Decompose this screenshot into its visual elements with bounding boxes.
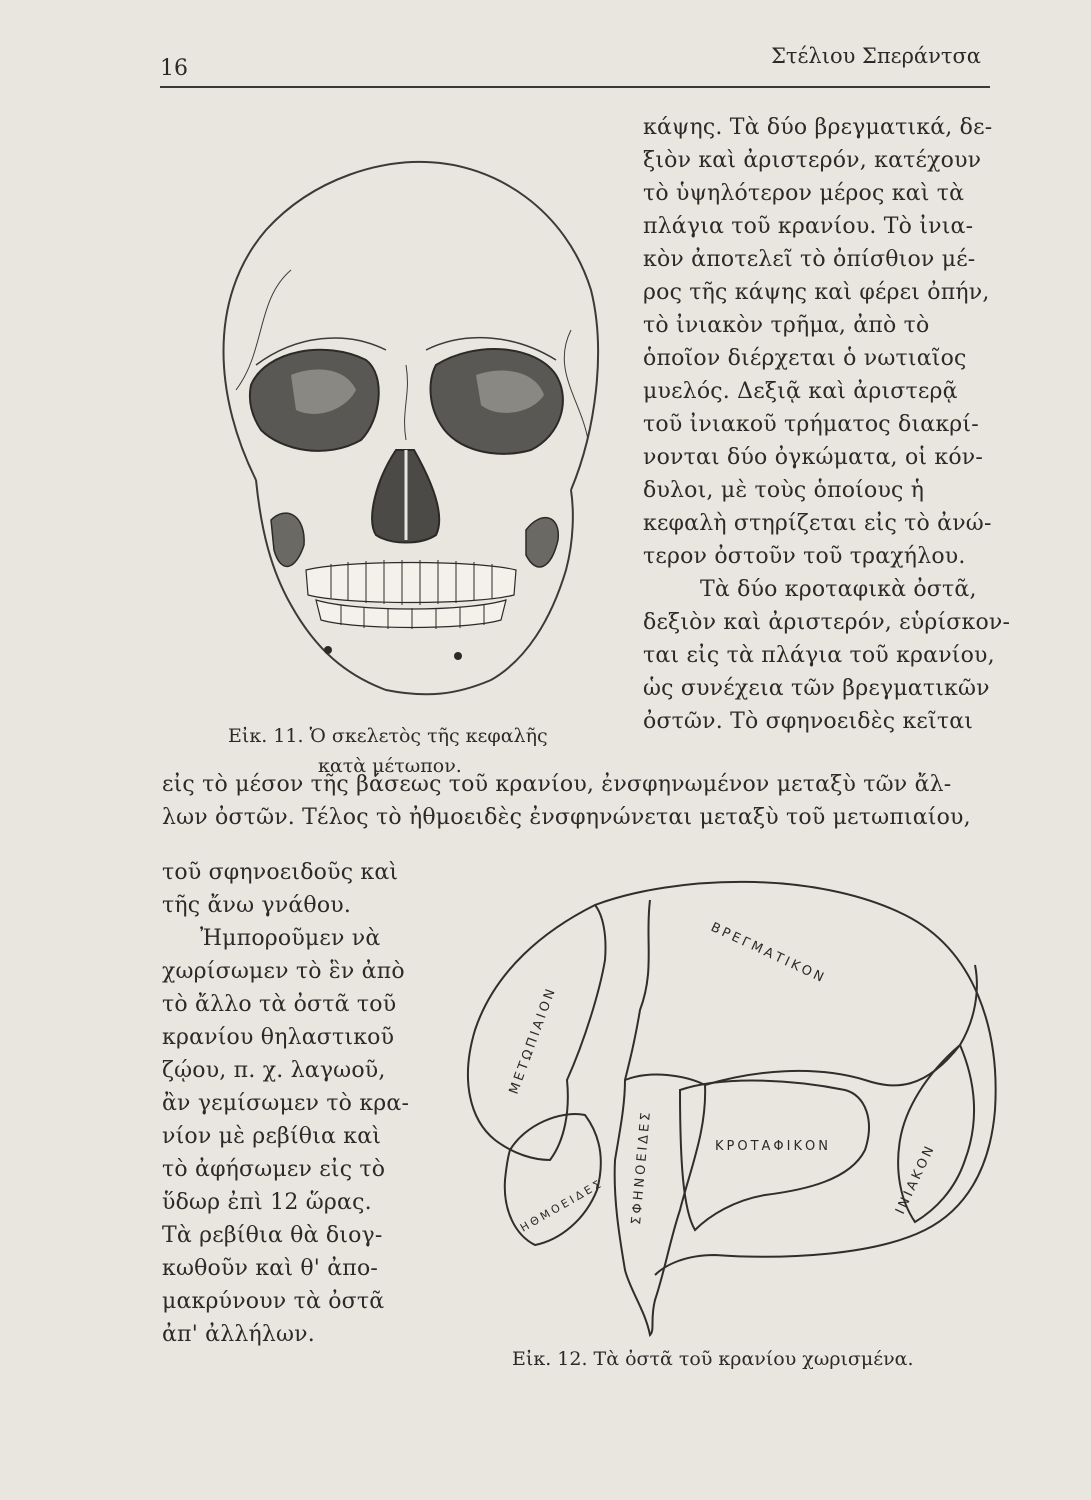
page-number: 16 — [160, 56, 188, 81]
text-line: ὕδωρ ἐπὶ 12 ὥρας. — [162, 1190, 372, 1215]
text-line: εἰς τὸ μέσον τῆς βάσεως τοῦ κρανίου, ἐνσφηνωμένον μεταξὺ τῶν ἄλ- — [162, 772, 952, 797]
text-line: τὸ ἰνιακὸν τρῆμα, ἀπὸ τὸ — [643, 313, 930, 338]
figure-11-caption-line-2: κατὰ μέτωπον. — [318, 755, 462, 777]
text-line: ὡς συνέχεια τῶν βρεγματικῶν — [643, 676, 990, 701]
figure-12-caption: Εἰκ. 12. Τὰ ὀστᾶ τοῦ κρανίου χωρισμένα. — [512, 1348, 914, 1370]
text-line: κὸν ἀποτελεῖ τὸ ὀπίσθιον μέ- — [643, 247, 976, 272]
text-line: κεφαλὴ στηρίζεται εἰς τὸ ἀνώ- — [643, 511, 992, 536]
text-line: ρος τῆς κάψης καὶ φέρει ὀπήν, — [643, 280, 990, 305]
label-sphenoid: ΣΦΗΝΟΕΙΔΕΣ — [629, 1108, 655, 1226]
label-parietal: ΒΡΕΓΜΑΤΙΚΟΝ — [708, 920, 829, 987]
text-line: ὁποῖον διέρχεται ὁ νωτιαῖος — [643, 346, 967, 371]
text-line: μακρύνουν τὰ ὀστᾶ — [162, 1289, 385, 1314]
text-line: κωθοῦν καὶ θ' ἀπο- — [162, 1256, 379, 1281]
running-head: Στέλιου Σπεράντσα — [771, 44, 981, 68]
text-line: τοῦ ἰνιακοῦ τρήματος διακρί- — [643, 412, 979, 437]
text-line: ται εἰς τὰ πλάγια τοῦ κρανίου, — [643, 643, 995, 668]
skull-outline — [595, 882, 996, 1275]
text-line: νίον μὲ ρεβίθια καὶ — [162, 1124, 382, 1149]
temporal-bone — [680, 1081, 869, 1230]
text-line: δυλοι, μὲ τοὺς ὁποίους ἡ — [643, 478, 925, 503]
text-line: Ἠμποροῦμεν νὰ — [200, 926, 381, 951]
label-temporal: ΚΡΟΤΑΦΙΚΟΝ — [715, 1139, 831, 1154]
text-line: κρανίου θηλαστικοῦ — [162, 1025, 395, 1050]
text-line: τῆς ἄνω γνάθου. — [162, 893, 352, 918]
skull-front-illustration — [196, 150, 616, 710]
text-line: πλάγια τοῦ κρανίου. Τὸ ἰνια- — [643, 214, 974, 239]
skull-bones-diagram — [455, 870, 1015, 1340]
text-line: δεξιὸν καὶ ἀριστερόν, εὑρίσκον- — [643, 610, 1011, 635]
header-rule — [160, 86, 990, 88]
text-line: λων ὀστῶν. Τέλος τὸ ἠθμοειδὲς ἐνσφηνώνεται μεταξὺ τοῦ μετωπιαίου, — [162, 805, 971, 830]
text-line: νονται δύο ὀγκώματα, οἱ κόν- — [643, 445, 984, 470]
text-line: τὸ ἄλλο τὰ ὀστᾶ τοῦ — [162, 992, 397, 1017]
text-line: ἀπ' ἀλλήλων. — [162, 1322, 315, 1347]
text-line: ἂν γεμίσωμεν τὸ κρα- — [162, 1091, 410, 1116]
text-line: τὸ ὑψηλότερον μέρος καὶ τὰ — [643, 181, 965, 206]
text-line: κάψης. Τὰ δύο βρεγματικά, δε- — [643, 115, 993, 140]
label-ethmoid: ΗΘΜΟΕΙΔΕΣ — [518, 1176, 606, 1235]
sphenoid-bone — [615, 1075, 706, 1335]
text-line: Τὰ δύο κροταφικὰ ὀστᾶ, — [700, 577, 977, 602]
text-line: χωρίσωμεν τὸ ἓν ἀπὸ — [162, 959, 405, 984]
text-line: τὸ ἀφήσωμεν εἰς τὸ — [162, 1157, 386, 1182]
label-frontal: ΜΕΤΩΠΙΑΙΟΝ — [506, 984, 560, 1097]
text-line: τοῦ σφηνοειδοῦς καὶ — [162, 860, 399, 885]
text-line: μυελός. Δεξιᾷ καὶ ἀριστερᾷ — [643, 379, 958, 404]
label-occipital: ΙΝΙΑΚΟΝ — [893, 1141, 939, 1217]
figure-11-caption-line-1: Εἰκ. 11. Ὁ σκελετὸς τῆς κεφαλῆς — [228, 725, 548, 747]
text-line: ξιὸν καὶ ἀριστερόν, κατέχουν — [643, 148, 982, 173]
text-line: Τὰ ρεβίθια θὰ διογ- — [162, 1223, 383, 1248]
text-line: ζῴου, π. χ. λαγωοῦ, — [162, 1058, 386, 1083]
text-line: τερον ὀστοῦν τοῦ τραχήλου. — [643, 544, 966, 569]
text-line: ὀστῶν. Τὸ σφηνοειδὲς κεῖται — [643, 709, 974, 734]
